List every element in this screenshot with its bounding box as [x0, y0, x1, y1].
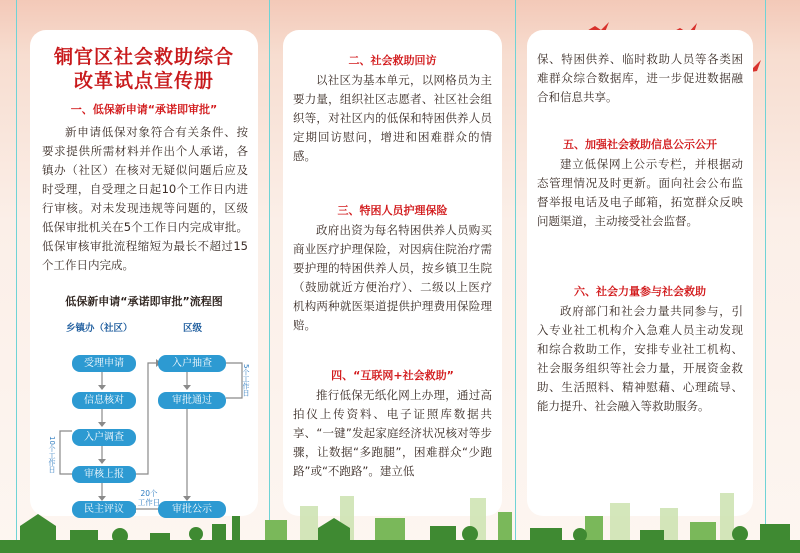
flow-step-review-report: 审核上报 [72, 466, 136, 483]
flow-step-accept-application: 受理申请 [72, 355, 136, 372]
section2-body: 以社区为基本单元，以网格员为主要力量，组织社区志愿者、社区社会组织等，对社区内的低保和特困供养人员定期回访慰问，增进和困难群众的情感。 [293, 73, 492, 163]
section6-title: 六、社会力量参与社会救助 [574, 285, 706, 298]
section1-body: 新申请低保对象符合有关条件、按要求提供所需材料并作出个人承诺，各镇办（社区）在核对无疑似问题后应及时受理，自受理之日起10个工作日内进行审核。对未发现违规等问题的，区级低保审批机关在5个工作日内完成审批。低保审核审批流程缩短为最长不超过15个工作日内完成。 [42, 125, 248, 272]
fold-guide-line [515, 0, 516, 553]
fold-guide-line [765, 0, 766, 553]
flow-step-approval-passed: 审批通过 [158, 392, 226, 409]
flow-note-workdays-label: 工作日 [137, 498, 161, 507]
section1-title: 一、低保新申请“承诺即审批” [70, 103, 218, 116]
brochure-title-line2: 改革试点宣传册 [73, 70, 214, 92]
fold-guide-line [16, 0, 17, 553]
section4-title: 四、“互联网+社会救助” [331, 369, 454, 382]
flow-note-10-days: 10个工作日 [48, 436, 56, 473]
flow-step-spot-check: 入户抽查 [158, 355, 226, 372]
flowchart-title: 低保新申请“承诺即审批”流程图 [65, 295, 223, 308]
section6-body: 政府部门和社会力量共同参与，引入专业社工机构介入急难人员主动发现和综合救助工作，安排专业社工机构、社会服务组织等社会力量，开展资金救助、生活照料、精神慰藉、心理疏导、能力提升、社会融入等救助服务。 [537, 304, 743, 413]
section3-title: 三、特困人员护理保险 [337, 204, 448, 217]
section3-body: 政府出资为每名特困供养人员购买商业医疗护理保险，对因病住院治疗需要护理的特困供养人员，按乡镇卫生院（鼓励就近方便治疗）、二级以上医疗机构两种就医渠道提供护理费用保险理赔。 [293, 223, 492, 332]
flow-note-5-days: 5个工作日 [242, 364, 250, 397]
flow-step-democratic-review: 民主评议 [72, 501, 136, 518]
fold-guide-line [269, 0, 270, 553]
flow-step-approval-publicity: 审批公示 [158, 501, 226, 518]
section5-body: 建立低保网上公示专栏，并根据动态管理情况及时更新。面向社会公布监督举报电话及电子邮箱，拓宽群众反映问题渠道，主动接受社会监督。 [537, 157, 743, 228]
continued-body: 保、特困供养、临时救助人员等各类困难群众综合数据库，进一步促进数据融合和信息共享。 [537, 52, 743, 104]
flow-column-right-header: 区级 [183, 323, 203, 334]
flow-step-info-verification: 信息核对 [72, 392, 136, 409]
flow-step-home-survey: 入户调查 [72, 429, 136, 446]
section5-title: 五、加强社会救助信息公示公开 [563, 138, 717, 151]
brochure-title-line1: 铜官区社会救助综合 [53, 46, 234, 68]
section2-title: 二、社会救助回访 [348, 54, 437, 67]
city-skyline-decoration [0, 478, 800, 553]
flow-column-left-header: 乡镇办（社区） [66, 323, 133, 334]
section4-body: 推行低保无纸化网上办理，通过高拍仪上传资料、电子证照库数据共享、“一键”发起家庭经济状况核对等步骤，让数据“多跑腿”，困难群众“少跑路”或“不跑路”。建立低 [293, 388, 492, 478]
flow-note-20-label: 20个 [140, 489, 158, 498]
